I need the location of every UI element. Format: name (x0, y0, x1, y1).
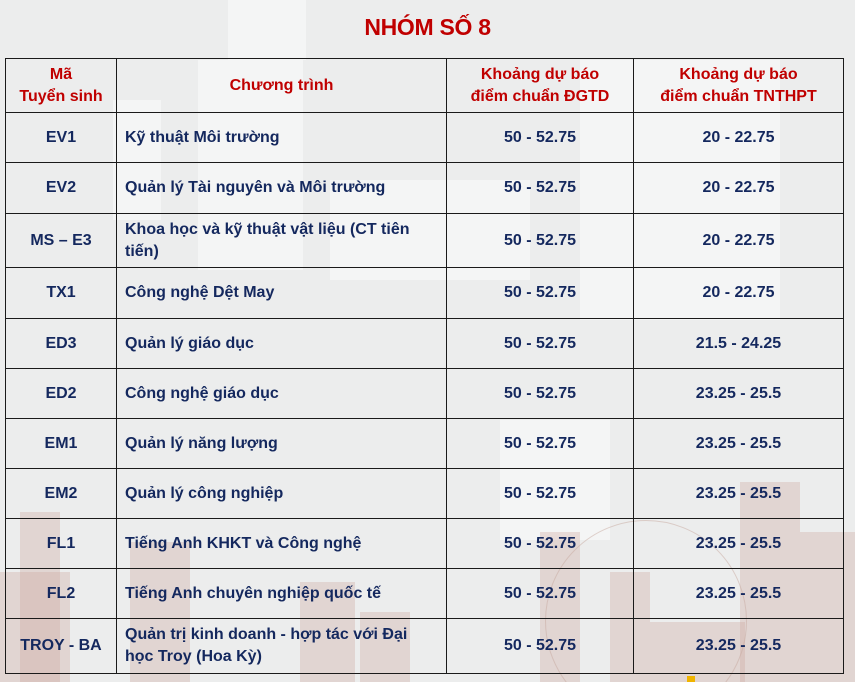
cell-code: MS – E3 (6, 214, 117, 268)
header-program (117, 59, 447, 113)
cell-code: EM2 (6, 469, 117, 519)
cell-dgtd: 50 - 52.75 (447, 319, 634, 369)
header-line: Mã (49, 65, 73, 83)
table-row (6, 419, 844, 469)
cell-code: EV2 (6, 163, 117, 214)
table-row (6, 214, 844, 268)
decorative-marker-icon (687, 676, 695, 682)
header-admission-code (6, 59, 117, 113)
cell-program: Quản lý công nghiệp (117, 469, 447, 519)
table-header-row (6, 59, 844, 113)
cell-dgtd: 50 - 52.75 (447, 419, 634, 469)
table-row (6, 469, 844, 519)
header-line: Khoảng dự báo (480, 65, 600, 83)
cell-tnthpt: 23.25 - 25.5 (634, 519, 844, 569)
table-row (6, 369, 844, 419)
table-row (6, 569, 844, 619)
admission-score-table (5, 58, 844, 674)
cell-program: Công nghệ Dệt May (117, 268, 447, 319)
cell-tnthpt: 23.25 - 25.5 (634, 569, 844, 619)
cell-dgtd: 50 - 52.75 (447, 214, 634, 268)
cell-code: ED3 (6, 319, 117, 369)
header-tnthpt-score (634, 59, 844, 113)
cell-code: FL1 (6, 519, 117, 569)
cell-tnthpt: 23.25 - 25.5 (634, 369, 844, 419)
cell-tnthpt: 21.5 - 24.25 (634, 319, 844, 369)
header-line: điểm chuẩn ĐGTD (470, 87, 610, 105)
cell-code: EM1 (6, 419, 117, 469)
table-row (6, 319, 844, 369)
table-row (6, 163, 844, 214)
header-line: Khoảng dự báo (679, 65, 798, 83)
cell-program: Công nghệ giáo dục (117, 369, 447, 419)
cell-dgtd: 50 - 52.75 (447, 569, 634, 619)
cell-code: FL2 (6, 569, 117, 619)
cell-dgtd: 50 - 52.75 (447, 369, 634, 419)
table-row (6, 268, 844, 319)
cell-program: Quản trị kinh doanh - hợp tác với Đại học Troy (Hoa Kỳ) (117, 619, 447, 674)
cell-program: Kỹ thuật Môi trường (117, 113, 447, 163)
cell-program: Tiếng Anh KHKT và Công nghệ (117, 519, 447, 569)
cell-program: Khoa học và kỹ thuật vật liệu (CT tiên tiến) (117, 214, 447, 268)
cell-tnthpt: 23.25 - 25.5 (634, 469, 844, 519)
cell-code: TROY - BA (6, 619, 117, 674)
header-line: điểm chuẩn TNTHPT (660, 87, 817, 105)
header-dgtd-score (447, 59, 634, 113)
header-line: Chương trình (229, 76, 334, 94)
cell-tnthpt: 20 - 22.75 (634, 214, 844, 268)
cell-dgtd: 50 - 52.75 (447, 619, 634, 674)
table-row (6, 519, 844, 569)
cell-tnthpt: 23.25 - 25.5 (634, 619, 844, 674)
cell-dgtd: 50 - 52.75 (447, 268, 634, 319)
cell-program: Quản lý năng lượng (117, 419, 447, 469)
cell-tnthpt: 23.25 - 25.5 (634, 419, 844, 469)
cell-dgtd: 50 - 52.75 (447, 113, 634, 163)
cell-dgtd: 50 - 52.75 (447, 163, 634, 214)
cell-dgtd: 50 - 52.75 (447, 519, 634, 569)
table-row (6, 113, 844, 163)
table-row (6, 619, 844, 674)
cell-tnthpt: 20 - 22.75 (634, 268, 844, 319)
cell-code: ED2 (6, 369, 117, 419)
cell-program: Quản lý Tài nguyên và Môi trường (117, 163, 447, 214)
cell-dgtd: 50 - 52.75 (447, 469, 634, 519)
cell-code: TX1 (6, 268, 117, 319)
page-title: NHÓM SỐ 8 (364, 14, 491, 40)
cell-tnthpt: 20 - 22.75 (634, 163, 844, 214)
cell-code: EV1 (6, 113, 117, 163)
header-line: Tuyển sinh (19, 87, 103, 105)
cell-program: Quản lý giáo dục (117, 319, 447, 369)
cell-program: Tiếng Anh chuyên nghiệp quốc tế (117, 569, 447, 619)
cell-tnthpt: 20 - 22.75 (634, 113, 844, 163)
